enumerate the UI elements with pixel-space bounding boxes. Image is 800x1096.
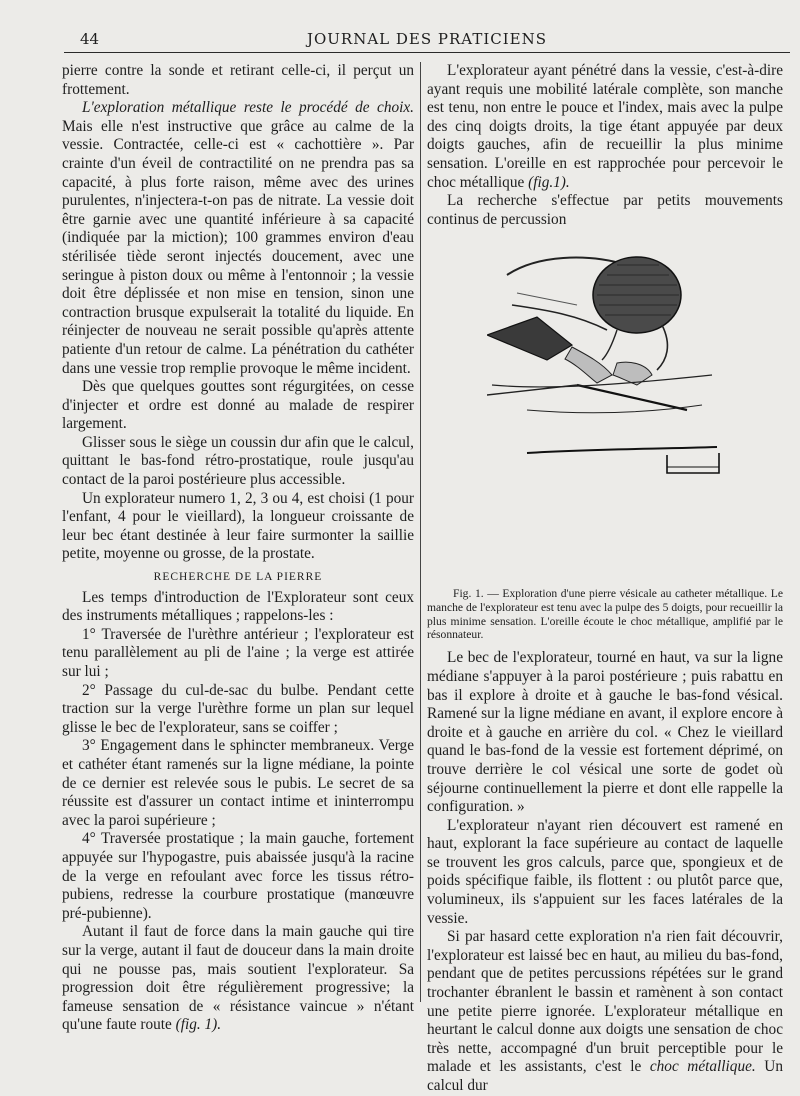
header-rule [64,52,790,53]
paragraph: La recherche s'effectue par petits mouvements continus de percussion [427,192,783,228]
paragraph [62,923,414,1035]
paragraph-text: Autant il faut de force dans la main gauche qui tire sur la verge, autant il faut de douceur dans la main droite qui ne pousse pas, mais soutient l'explorateur. Sa progression doit être régulièrement progressive; la fameuse sensation de « résistance vaincue » n'étant qu'une faute route [62,923,414,1034]
paragraph-text: L'explorateur ayant pénétré dans la vessie, c'est-à-dire ayant requis une mobilité latérale complète, son manche est tenu, non entre le pouce et l'index, mais avec la pulpe des cinq doigts droits, la tige étant appuyée par deux doigts gauches, afin de recueillir la plus minime sensation. L'oreille en est rapprochée pour percevoir le choc métallique [427,62,783,191]
page-number: 44 [80,30,100,48]
paragraph [427,928,783,1095]
emphasis-text: choc métallique. [649,1058,756,1076]
section-heading: RECHERCHE DE LA PIERRE [153,571,323,584]
paragraph: Un explorateur numero 1, 2, 3 ou 4, est choisi (1 pour l'enfant, 4 pour le vieillard), la longueur croissante de leur bec étant destinée à leur faire surmonter la saillie petite, moyenne ou grosse, de la prostate. [62,489,414,563]
paragraph: Les temps d'introduction de l'Explorateur sont ceux des instruments métalliques ; rappelons-les : [62,588,414,625]
paragraph-text: Mais elle n'est instructive que grâce au calme de la vessie. Contractée, celle-ci est « cachottière ». Par crainte d'un éveil de contractilité on ne prendra pas sa capacité, à plus forte raison, même avec des urines purulentes, n'injectera-t-on pas de nitrate. La vessie doit être garnie avec une quantité inférieure à sa capacité (indiquée par la miction); 100 grammes environ d'eau stérilisée tiède seront injectés doucement, avec une seringue à piston doux ou même à l'entonnoir ; la vessie doit être déplissée et non mise en tension, sinon une contraction brusque expulserait la totalité du liquide. En réinjecter de nouveau ne serait possible qu'après attente patiente d'un retour de calme. La pénétration du cathéter dans une vessie trop remplie provoque le même incident. [62,117,414,377]
paragraph: Le bec de l'explorateur, tourné en haut, va sur la ligne médiane s'appuyer à la paroi postérieure ; puis rabattu en bas il explore à droite et à gauche le bas-fond vésical. Ramené sur la ligne médiane en avant, il explore encore à droite et à gauche en arrière du col. « Chez le vieillard quand le bas-fond de la vessie est fortement déprimé, on trouve derrière le col vésical une sorte de godet où séjourne continuellement la pierre et dont elle rappelle la configuration. » [427,649,783,816]
figure-reference: (fig.1). [528,173,570,191]
figure-reference: (fig. 1). [175,1016,222,1034]
page-header [64,28,790,50]
paragraph: 3° Engagement dans le sphincter membraneux. Verge et cathéter étant ramenés sur la ligne médiane, la pointe de ce dernier est relevée sous le pubis. Le secret de sa réussite est d'assurer un contact intime et ininterrompu avec la paroi supérieure ; [62,737,414,829]
paragraph: 4° Traversée prostatique ; la main gauche, fortement appuyée sur l'hypogastre, puis abaissée jusqu'à la racine de la verge en refoulant avec force les tissus rétro-pubiens, redresse la courbure prostatique (manœuvre pré-pubienne). [62,830,414,922]
paragraph [62,99,414,378]
left-column [62,62,414,1035]
italic-lead: L'exploration métallique reste le procédé de choix. [82,99,414,117]
right-column [427,62,783,1096]
figure-caption [427,587,783,641]
paragraph-text: Un calcul dur [427,1058,783,1094]
paragraph: L'explorateur n'ayant rien découvert est ramené en haut, explorant la face supérieure au contact de laquelle se trouvent les gros calculs, parce que, spongieux et de poids spécifique faible, ils flottent : ou plutôt parce que, volumineux, ils s'appuient sur les faces latérales de la vessie. [427,816,783,927]
figure-1 [427,235,783,645]
paragraph: Glisser sous le siège un coussin dur afin que le calcul, quittant le bas-fond rétro-prostatique, roule jusqu'au contact de la paroi postérieure plus accessible. [62,433,414,489]
figure-illustration [487,235,727,475]
paragraph-text: Si par hasard cette exploration n'a rien fait découvrir, l'explorateur est laissé bec en haut, au milieu du bas-fond, pendant que de petites percussions répétées sur le grand trochanter ébranlent le bassin et ramènent à son contact une petite pierre ignorée. L'explorateur métallique en heurtant le calcul donne aux doigts une sensation de choc très nette, accompagné d'un bruit perceptible pour le malade et les assistants, c'est le [427,928,783,1076]
caption-text: Fig. 1. — Exploration d'une pierre vésicale au catheter métallique. Le manche de l'explorateur est tenu avec la pulpe des 5 doigts, pour recueillir la plus minime sensation. L'oreille écoute le choc métallique, amplifié par le résonnateur. [427,587,783,642]
column-divider [420,62,421,1002]
paragraph: Dès que quelques gouttes sont régurgitées, on cesse d'injecter et ordre est donné au malade de respirer largement. [62,378,414,433]
journal-title: JOURNAL DES PRATICIENS [306,30,548,48]
paragraph: 1° Traversée de l'urèthre antérieur ; l'explorateur est tenu parallèlement au pli de l'aine ; la verge est attirée sur lui ; [62,625,414,680]
paragraph [427,62,783,192]
paragraph: 2° Passage du cul-de-sac du bulbe. Pendant cette traction sur la verge l'urèthre forme un plan sur lequel glisse le bec de l'explorateur, sans se coiffer ; [62,681,414,736]
paragraph: pierre contre la sonde et retirant celle-ci, il perçut un frottement. [62,62,414,98]
